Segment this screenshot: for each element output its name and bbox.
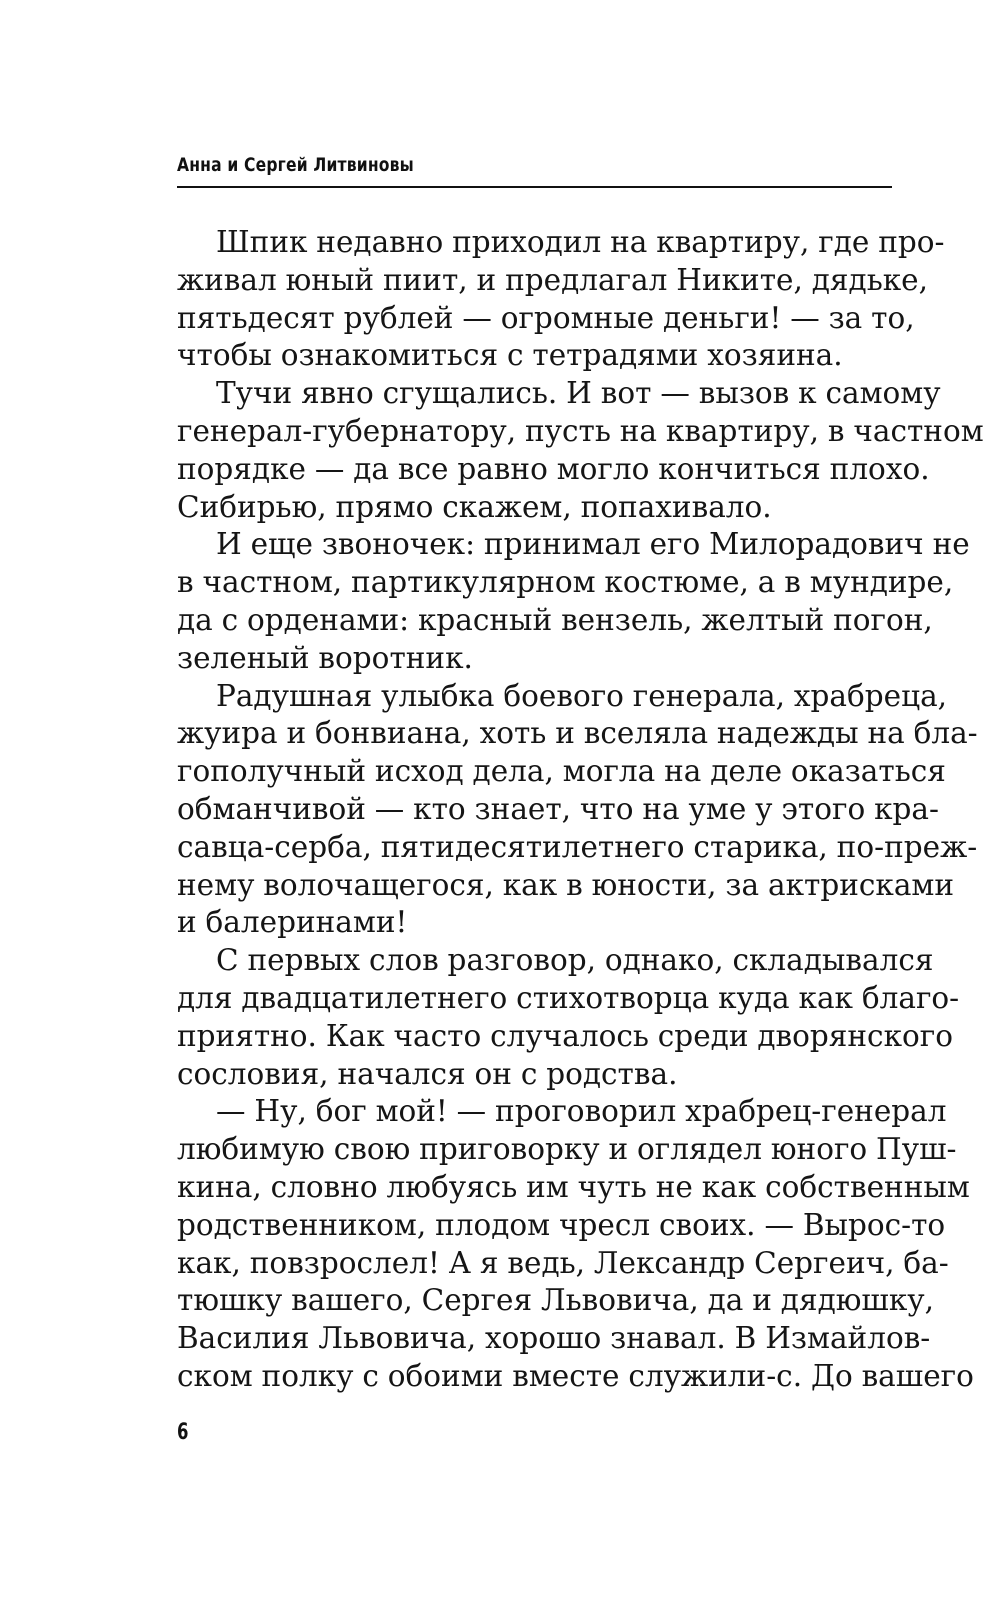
body-text [177,224,984,1396]
text-line: гополучный исход дела, могла на деле оказаться [177,754,946,789]
text-line: ском полку с обоими вместе служили-с. До вашего [177,1358,974,1393]
text-line: в частном, партикулярном костюме, а в мундире, [177,565,954,600]
text-line: приятно. Как часто случалось среди дворянского [177,1018,953,1053]
text-line: любимую свою приговорку и оглядел юного Пуш- [177,1132,957,1167]
running-header-author: Анна и Сергей Литвиновы [177,154,414,176]
text-line: сословия, начался он с родства. [177,1056,678,1091]
text-line: зеленый воротник. [177,640,473,675]
text-line: живал юный пиит, и предлагал Никите, дядьке, [177,262,929,297]
text-line: С первых слов разговор, однако, складывался [216,943,934,978]
text-line: — Ну, бог мой! — проговорил храбрец-генерал [216,1094,947,1129]
text-line: тюшку вашего, Сергея Львовича, да и дядюшку, [177,1283,935,1318]
text-line: чтобы ознакомиться с тетрадями хозяина. [177,338,843,373]
text-line: обманчивой — кто знает, что на уме у этого кра- [177,791,939,826]
text-line: Василия Львовича, хорошо знавал. В Измайлов- [177,1321,931,1356]
text-line: кина, словно любуясь им чуть не как собственным [177,1169,970,1204]
text-line: Сибирью, прямо скажем, попахивало. [177,489,772,524]
page-number: 6 [177,1420,189,1445]
text-line: Тучи явно сгущались. И вот — вызов к самому [216,376,941,411]
text-line: Шпик недавно приходил на квартиру, где про- [216,225,945,259]
text-line: родственником, плодом чресл своих. — Вырос-то [177,1207,946,1242]
text-line: нему волочащегося, как в юности, за актрисками [177,867,955,902]
text-line: и балеринами! [177,905,408,940]
text-line: да с орденами: красный вензель, желтый погон, [177,602,933,637]
text-line: генерал-губернатору, пусть на квартиру, в частном [177,413,984,448]
text-line: И еще звоночек: принимал его Милорадович не [216,527,970,562]
text-line: савца-серба, пятидесятилетнего старика, по-преж- [177,829,978,864]
text-line: как, повзрослел! А я ведь, Лександр Сергеич, ба- [177,1245,949,1280]
text-line: жуира и бонвиана, хоть и вселяла надежды на бла- [177,716,978,751]
text-line: Радушная улыбка боевого генерала, храбреца, [216,678,948,713]
running-header [177,152,892,188]
text-line: пятьдесят рублей — огромные деньги! — за то, [177,300,915,335]
text-line: для двадцатилетнего стихотворца куда как благо- [177,980,960,1015]
text-line: порядке — да все равно могло кончиться плохо. [177,451,930,486]
